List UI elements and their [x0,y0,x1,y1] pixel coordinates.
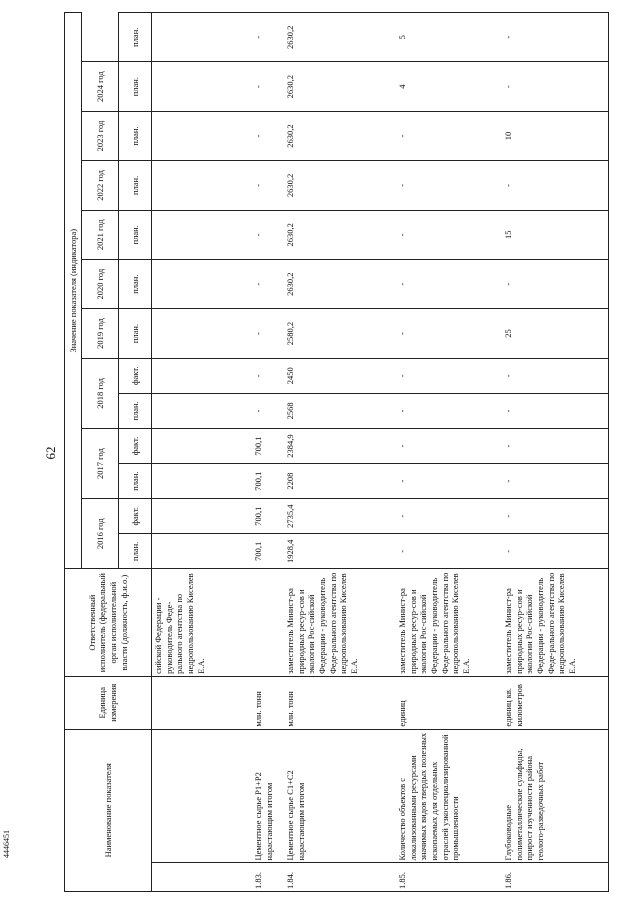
indicator-table [64,12,609,892]
value-cell: - [396,309,502,358]
value-cell: 2630,2 [284,111,396,160]
table-row [284,13,396,892]
value-cell: 2580,2 [284,309,396,358]
value-cell: - [252,393,284,428]
value-cell: - [502,464,609,499]
header-plan: план. [119,210,152,259]
value-cell: 2568 [284,393,396,428]
value-cell [152,358,253,393]
header-plan: план. [119,62,152,111]
row-name [152,729,253,863]
value-cell [152,259,253,308]
value-cell: - [396,534,502,569]
value-cell: 2630,2 [284,259,396,308]
row-name: Цементное сырье С1+С2 нарастающим итогом [284,729,396,863]
header-responsible: Ответственный исполнитель (федеральный орган исполнительной власти (должность, ф.и.о.) [65,569,152,677]
value-cell: - [396,464,502,499]
header-plan: план. [119,161,152,210]
header-year-2016: 2016 год [82,499,119,569]
row-index: 1.86. [502,863,609,892]
header-plan: план. [119,393,152,428]
header-year-2024: 2024 год [82,62,119,111]
header-values-group: Значение показателя (индикатора) [65,13,82,569]
header-fact: факт. [119,428,152,463]
value-cell: 25 [502,309,609,358]
value-cell [152,161,253,210]
value-cell: - [502,358,609,393]
value-cell [152,309,253,358]
value-cell: - [396,161,502,210]
value-cell [152,62,253,111]
value-cell: - [502,161,609,210]
value-cell: 700,1 [252,428,284,463]
value-cell: 700,1 [252,534,284,569]
value-cell: - [502,499,609,534]
value-cell: - [396,111,502,160]
value-cell [152,393,253,428]
rotated-table-container [64,12,636,892]
value-cell: - [502,393,609,428]
value-cell: - [502,13,609,62]
value-cell: - [502,62,609,111]
value-cell: - [252,309,284,358]
row-responsible: заместитель Минист-ра природных ресур-сов и экологии Рос-сийской Федерации - руководитель Феде-рального агентства по недропользованию Киселев Е.А. [502,569,609,677]
header-year-2020: 2020 год [82,259,119,308]
value-cell: 1928,4 [284,534,396,569]
value-cell: 2735,4 [284,499,396,534]
value-cell: 2384,9 [284,428,396,463]
value-cell: - [252,62,284,111]
row-index: 1.84. [284,863,396,892]
value-cell: 2630,2 [284,210,396,259]
header-year-2022: 2022 год [82,161,119,210]
value-cell [152,499,253,534]
value-cell: - [502,259,609,308]
page-number: 62 [43,446,58,460]
value-cell: 10 [502,111,609,160]
value-cell: - [252,111,284,160]
header-plan: план. [119,13,152,62]
row-unit: единиц [396,676,502,729]
header-name: Наименование показателя [65,729,152,891]
header-plan: план. [119,464,152,499]
header-year-2018: 2018 год [82,358,119,428]
value-cell: - [252,210,284,259]
document-id: 4446451 [2,830,11,858]
value-cell: 15 [502,210,609,259]
value-cell: - [396,358,502,393]
header-plan: план. [119,259,152,308]
row-name: Глубоководные полиметаллические сульфиды, прирост изученности района геолого-разведочных работ [502,729,609,863]
value-cell: - [502,534,609,569]
header-plan: план. [119,309,152,358]
row-responsible: сийской Федерации - руководитель Феде-рального агентства по недропользованию Киселев Е.А. [152,569,253,677]
value-cell [152,210,253,259]
table-row [502,13,609,892]
table-row [252,13,284,892]
header-fact: факт. [119,358,152,393]
value-cell: - [502,428,609,463]
value-cell: 700,1 [252,464,284,499]
header-year-2023: 2023 год [82,111,119,160]
value-cell: 5 [396,13,502,62]
table-row [396,13,502,892]
value-cell: - [252,161,284,210]
value-cell: - [252,358,284,393]
value-cell: - [396,393,502,428]
value-cell: 4 [396,62,502,111]
row-index [152,863,253,892]
value-cell: - [396,499,502,534]
header-plan: план. [119,534,152,569]
row-unit: млн. тонн [284,676,396,729]
value-cell [152,464,253,499]
value-cell [152,534,253,569]
row-unit: млн. тонн [252,676,284,729]
header-year-2021: 2021 год [82,210,119,259]
value-cell: 2630,2 [284,13,396,62]
row-unit: единиц кв. километров [502,676,609,729]
header-plan: план. [119,111,152,160]
table-row-continuation [152,13,253,892]
row-index: 1.85. [396,863,502,892]
value-cell: - [396,428,502,463]
value-cell: - [252,13,284,62]
value-cell: - [396,210,502,259]
value-cell: 2450 [284,358,396,393]
value-cell: 2630,2 [284,161,396,210]
header-unit: Единица измерения [65,676,152,729]
row-name: Количество объектов с локализованными ресурсами значимых видов твердых полезных ископаемых для отдельных отраслей узкоспециализированной промышленности [396,729,502,863]
value-cell: - [252,259,284,308]
header-year-2019: 2019 год [82,309,119,358]
row-responsible: заместитель Минист-ра природных ресур-сов и экологии Рос-сийской Федерации - руководитель Феде-рального агентства по недропользованию Киселев Е.А. [396,569,502,677]
value-cell: 700,1 [252,499,284,534]
value-cell [152,111,253,160]
row-responsible: заместитель Минист-ра природных ресур-сов и экологии Рос-сийской Федерации - руководитель Феде-рального агентства по недропользованию Киселев Е.А. [284,569,396,677]
header-fact: факт. [119,499,152,534]
value-cell: 2630,2 [284,62,396,111]
row-name: Цементное сырье Р1+Р2 нарастающим итогом [252,729,284,863]
row-index: 1.83. [252,863,284,892]
value-cell: 2208 [284,464,396,499]
value-cell [152,428,253,463]
row-unit [152,676,253,729]
value-cell: - [396,259,502,308]
value-cell [152,13,253,62]
header-year-2017: 2017 год [82,428,119,498]
row-responsible [252,569,284,677]
